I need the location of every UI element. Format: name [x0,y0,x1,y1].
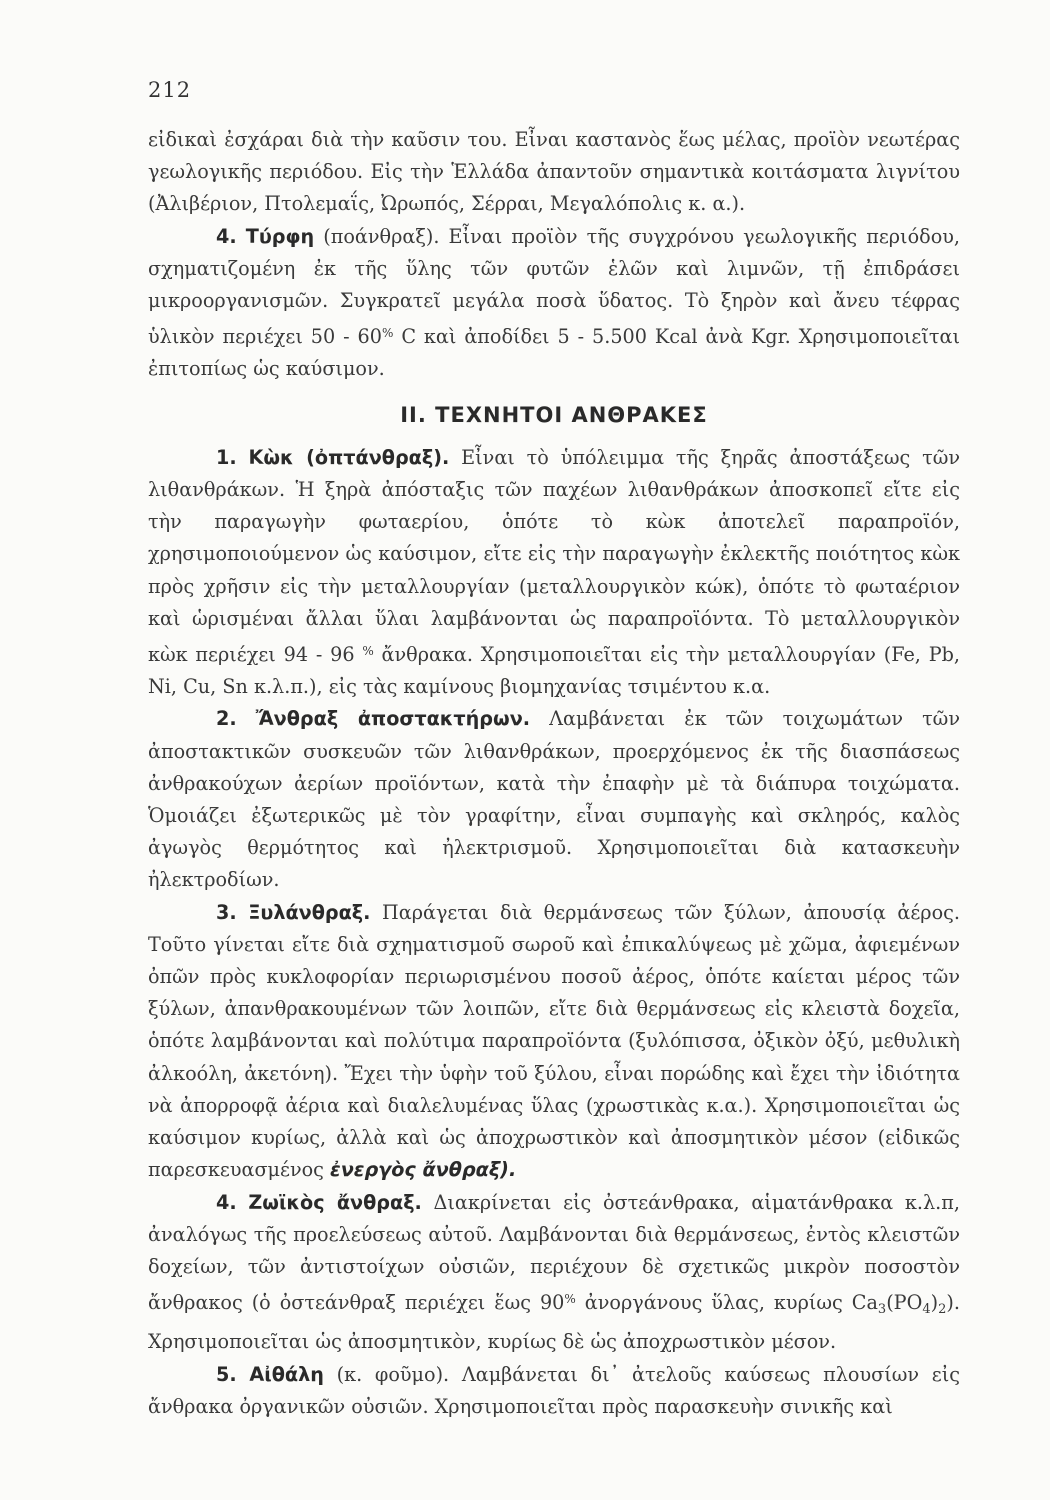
formula-text: (PO [886,1291,923,1315]
percent-sign: % [362,644,374,659]
subscript: 2 [938,1302,947,1318]
paragraph-coke [148,442,960,704]
body-text [148,124,960,1423]
paragraph-text: (κ. φοῦμο). Λαμβάνεται δι᾽ ἀτελοῦς καύσεως πλουσίων εἰς ἄνθρακα ὀργανικῶν οὐσιῶν. Χρησιμοποιεῖται πρὸς παρασκευὴν σινικῆς καὶ [148,1362,960,1418]
paragraph-text: ἄνθρακα. Χρησιμοποιεῖται εἰς τὴν μεταλλουργίαν (Fe, Pb, Ni, Cu, Sn κ.λ.π.), εἰς τὰς καμίνους βιομηχανίας τσιμέντου κ.α. [148,643,960,699]
item-number: 2. [216,707,237,731]
paragraph-text: C καὶ ἀποδίδει 5 - 5.500 Kcal ἀνὰ Kgr. Χρησιμοποιεῖται ἐπιτοπίως ὡς καύσιμον. [148,325,960,381]
paragraph-turf [148,221,960,386]
item-heading-turf: Τύρφη [245,224,315,248]
formula-text: ) [930,1291,939,1315]
page-number: 212 [148,78,192,102]
emphasis-active-carbon: ἐνεργὸς ἄνθραξ). [330,1158,517,1182]
paragraph-text: Εἶναι τὸ ὑπόλειμμα τῆς ξηρᾶς ἀποστάξεως τῶν λιθανθράκων. Ἡ ξηρὰ ἀπόσταξις τῶν παχέων λιθανθράκων ἀποσκοπεῖ εἴτε εἰς τὴν παραγωγὴν φωταερίου, ὁπότε τὸ κὼκ ἀποτελεῖ παραπροϊόν, χρησιμοποιούμενον ὡς καύσιμον, εἴτε εἰς τὴν παραγωγὴν ἐκλεκτῆς ποιότητος κὼκ πρὸς χρῆσιν εἰς τὴν μεταλλουργίαν (μεταλλουργικὸν κώκ), ὁπότε τὸ φωταέριον καὶ ὡρισμέναι ἄλλαι ὕλαι λαμβάνονται ὡς παραπροϊόντα. Τὸ μεταλλουργικὸν κὼκ περιέχει 94 - 96 [148,445,961,667]
item-number: 5. [216,1362,237,1386]
item-heading-retort-carbon: Ἄνθραξ ἀποστακτήρων. [255,707,531,731]
paragraph-text: ἀνοργάνους ὕλας, κυρίως Ca [575,1291,878,1315]
paragraph-text: ). Χρησιμοποιεῖται ὡς ἀποσμητικὸν, κυρίως δὲ ὡς ἀποχρωστικὸν μέσον. [148,1291,960,1354]
subscript: 4 [922,1302,931,1318]
paragraph-text: Παράγεται διὰ θερμάνσεως τῶν ξύλων, ἀπουσίᾳ ἀέρος. Τοῦτο γίνεται εἴτε διὰ σχηματισμοῦ σωροῦ καὶ ἐπικαλύψεως μὲ χῶμα, ἀφιεμένων ὀπῶν πρὸς κυκλοφορίαν περιωρισμένου ποσοῦ ἀέρος, ὁπότε καίεται μέρος τῶν ξύλων, ἀπανθρακουμένων τῶν λοιπῶν, εἴτε διὰ θερμάνσεως εἰς κλειστὰ δοχεῖα, ὁπότε λαμβάνονται καὶ πολύτιμα παραπροϊόντα (ξυλόπισσα, ὀξικὸν ὀξύ, μεθυλικὴ ἀλκοόλη, ἀκετόνη). Ἔχει τὴν ὑφὴν τοῦ ξύλου, εἶναι πορώδης καὶ ἔχει τὴν ἰδιότητα νὰ ἀπορροφᾷ ἀέρια καὶ διαλελυμένας ὕλας (χρωστικὰς κ.α.). Χρησιμοποιεῖται ὡς καύσιμον κυρίως, ἀλλὰ καὶ ὡς ἀποχρωστικὸν καὶ ἀποσμητικὸν μέσον (εἰδικῶς παρεσκευασμένος [148,900,960,1182]
item-heading-soot: Αἰθάλη [249,1362,324,1386]
paragraph-retort-carbon [148,703,960,896]
paragraph-text: (ποάνθραξ). Εἶναι προϊὸν τῆς συγχρόνου γεωλογικῆς περιόδου, σχηματιζομένη ἐκ τῆς ὕλης τῶν φυτῶν ἑλῶν καὶ λιμνῶν, τῇ ἐπιδράσει μικροοργανισμῶν. Συγκρατεῖ μεγάλα ποσὰ ὕδατος. Τὸ ξηρὸν καὶ ἄνευ τέφρας ὑλικὸν περιέχει 50 - 60 [148,224,961,349]
percent-sign: % [564,1292,576,1307]
paragraph-text: Διακρίνεται εἰς ὀστεάνθρακα, αἱματάνθρακα κ.λ.π, ἀναλόγως τῆς προελεύσεως αὐτοῦ. Λαμβάνονται διὰ θερμάνσεως, ἐντὸς κλειστῶν δοχείων, τῶν ἀντιστοίχων οὐσιῶν, περιέχουν δὲ σχετικῶς μικρὸν ποσοστὸν ἄνθρακος (ὁ ὀστεάνθραξ περιέχει ἕως 90 [148,1190,960,1315]
paragraph-soot [148,1359,960,1423]
paragraph-lignite-end: εἰδικαὶ ἐσχάραι διὰ τὴν καῦσιν του. Εἶναι καστανὸς ἕως μέλας, προϊὸν νεωτέρας γεωλογικῆς περιόδου. Εἰς τὴν Ἑλλάδα ἀπαντοῦν σημαντικὰ κοιτάσματα λιγνίτου (Ἀλιβέριον, Πτολεμαΐς, Ὠρωπός, Σέρραι, Μεγαλόπολις κ. α.). [148,128,960,216]
item-number: 1. [216,445,237,469]
paragraph-text: Λαμβάνεται ἐκ τῶν τοιχωμάτων τῶν ἀποστακτικῶν συσκευῶν τῶν λιθανθράκων, προερχόμενος ἐκ τῆς διασπάσεως ἀνθρακούχων ἀερίων προϊόντων, κατὰ τὴν ἐπαφὴν μὲ τὰ διάπυρα τοιχώματα. Ὁμοιάζει ἐξωτερικῶς μὲ τὸν γραφίτην, εἶναι συμπαγὴς καὶ σκληρός, καλὸς ἀγωγὸς θερμότητος καὶ ἠλεκτρισμοῦ. Χρησιμοποιεῖται διὰ κατασκευὴν ἠλεκτροδίων. [148,707,960,892]
subscript: 3 [877,1302,887,1318]
item-heading-animal-carbon: Ζωϊκὸς ἄνθραξ. [248,1190,422,1214]
section-title: II. ΤΕΧΝΗΤΟΙ ΑΝΘΡΑΚΕΣ [400,402,708,427]
item-heading-charcoal: Ξυλάνθραξ. [248,900,371,924]
item-number: 4. [216,224,237,248]
item-number: 4. [216,1190,237,1214]
paragraph-animal-carbon [148,1187,960,1359]
item-number: 3. [216,900,237,924]
item-heading-coke: Κὼκ (ὀπτάνθραξ). [248,445,450,469]
paragraph-charcoal [148,897,960,1187]
percent-sign: % [381,326,394,341]
